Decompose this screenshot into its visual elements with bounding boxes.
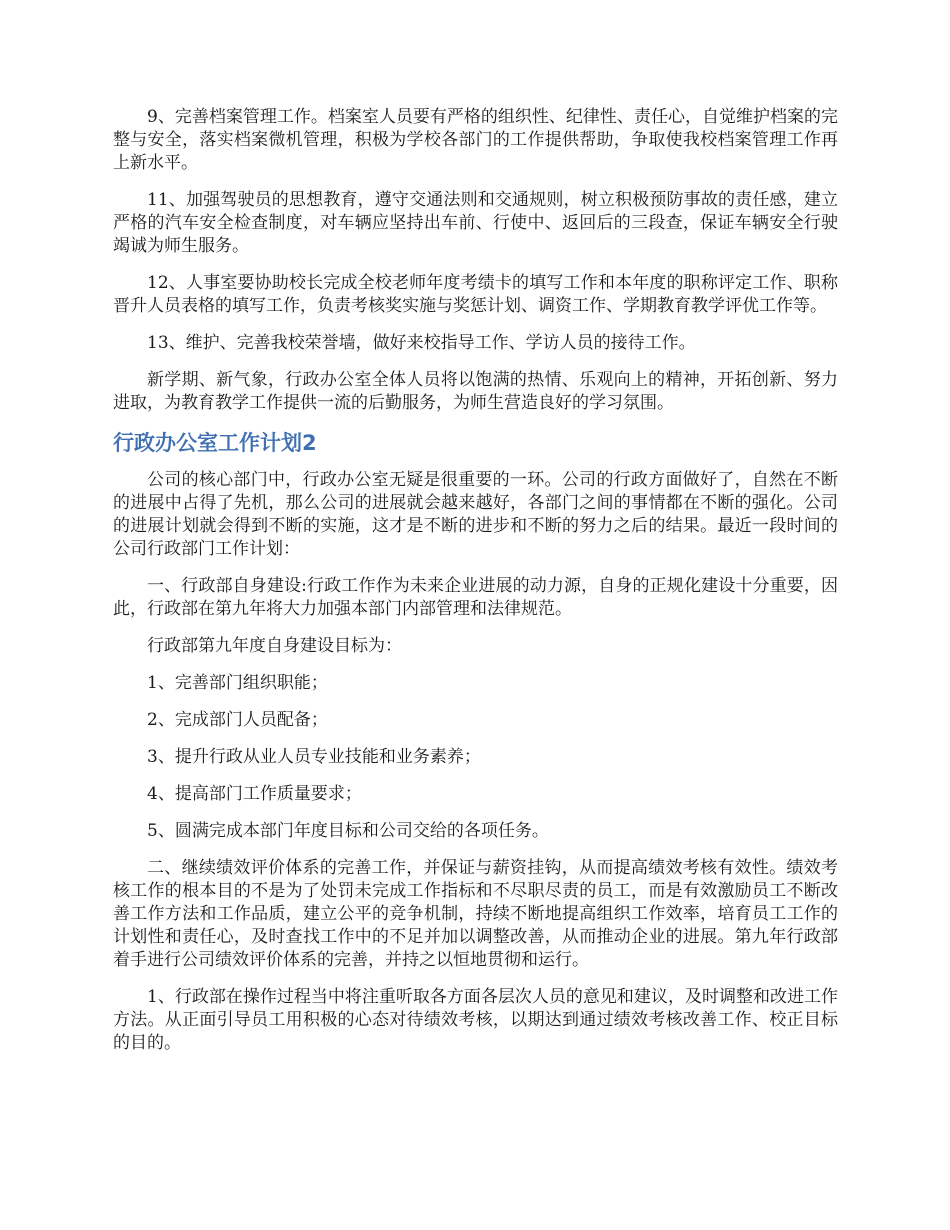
- paragraph-item-9: 9、完善档案管理工作。档案室人员要有严格的组织性、纪律性、责任心，自觉维护档案的完整与安全，落实档案微机管理，积极为学校各部门的工作提供帮助，争取使我校档案管理工作再上新水平。: [113, 107, 838, 173]
- list-item-goal-4: 4、提高部门工作质量要求；: [147, 784, 362, 804]
- section-heading: 行政办公室工作计划2: [113, 431, 317, 455]
- paragraph-item-13: 13、维护、完善我校荣誉墙，做好来校指导工作、学访人员的接待工作。: [147, 333, 696, 353]
- list-item-goal-3: 3、提升行政从业人员专业技能和业务素养；: [147, 747, 481, 767]
- paragraph-closing: 新学期、新气象，行政办公室全体人员将以饱满的热情、乐观向上的精神，开拓创新、努力进取，为教育教学工作提供一流的后勤服务，为师生营造良好的学习氛围。: [113, 370, 838, 413]
- paragraph-item-12: 12、人事室要协助校长完成全校老师年度考绩卡的填写工作和本年度的职称评定工作、职称晋升人员表格的填写工作，负责考核奖实施与奖惩计划、调资工作、学期教育教学评优工作等。: [113, 273, 838, 316]
- document-body: [113, 106, 838, 1069]
- paragraph-intro: 公司的核心部门中，行政办公室无疑是很重要的一环。公司的行政方面做好了，自然在不断的进展中占得了先机，那么公司的进展就会越来越好，各部门之间的事情都在不断的强化。公司的进展计划就会得到不断的实施，这才是不断的进步和不断的努力之后的结果。最近一段时间的公司行政部门工作计划：: [113, 470, 838, 559]
- list-item-goal-2: 2、完成部门人员配备；: [147, 710, 328, 730]
- paragraph-section-two: 二、继续绩效评价体系的完善工作，并保证与薪资挂钩，从而提高绩效考核有效性。绩效考核工作的根本目的不是为了处罚未完成工作指标和不尽职尽责的员工，而是有效激励员工不断改善工作方法和工作品质，建立公平的竞争机制，持续不断地提高组织工作效率，培育员工工作的计划性和责任心，及时查找工作中的不足并加以调整改善，从而推动企业的进展。第九年行政部着手进行公司绩效评价体系的完善，并持之以恒地贯彻和运行。: [113, 858, 838, 970]
- list-item-goal-5: 5、圆满完成本部门年度目标和公司交给的各项任务。: [147, 821, 549, 841]
- paragraph-goals-lead: 行政部第九年度自身建设目标为：: [147, 636, 402, 656]
- paragraph-section-one: 一、行政部自身建设:行政工作作为未来企业进展的动力源，自身的正规化建设十分重要，因此，行政部在第九年将大力加强本部门内部管理和法律规范。: [113, 576, 838, 619]
- list-item-goal-1: 1、完善部门组织职能；: [147, 673, 328, 693]
- paragraph-section-two-item-1: 1、行政部在操作过程当中将注重听取各方面各层次人员的意见和建议，及时调整和改进工作方法。从正面引导员工用积极的心态对待绩效考核，以期达到通过绩效考核改善工作、校正目标的目的。: [113, 987, 838, 1053]
- paragraph-item-11: 11、加强驾驶员的思想教育，遵守交通法则和交通规则，树立积极预防事故的责任感，建立严格的汽车安全检查制度，对车辆应坚持出车前、行使中、返回后的三段查，保证车辆安全行驶竭诚为师生服务。: [113, 190, 838, 256]
